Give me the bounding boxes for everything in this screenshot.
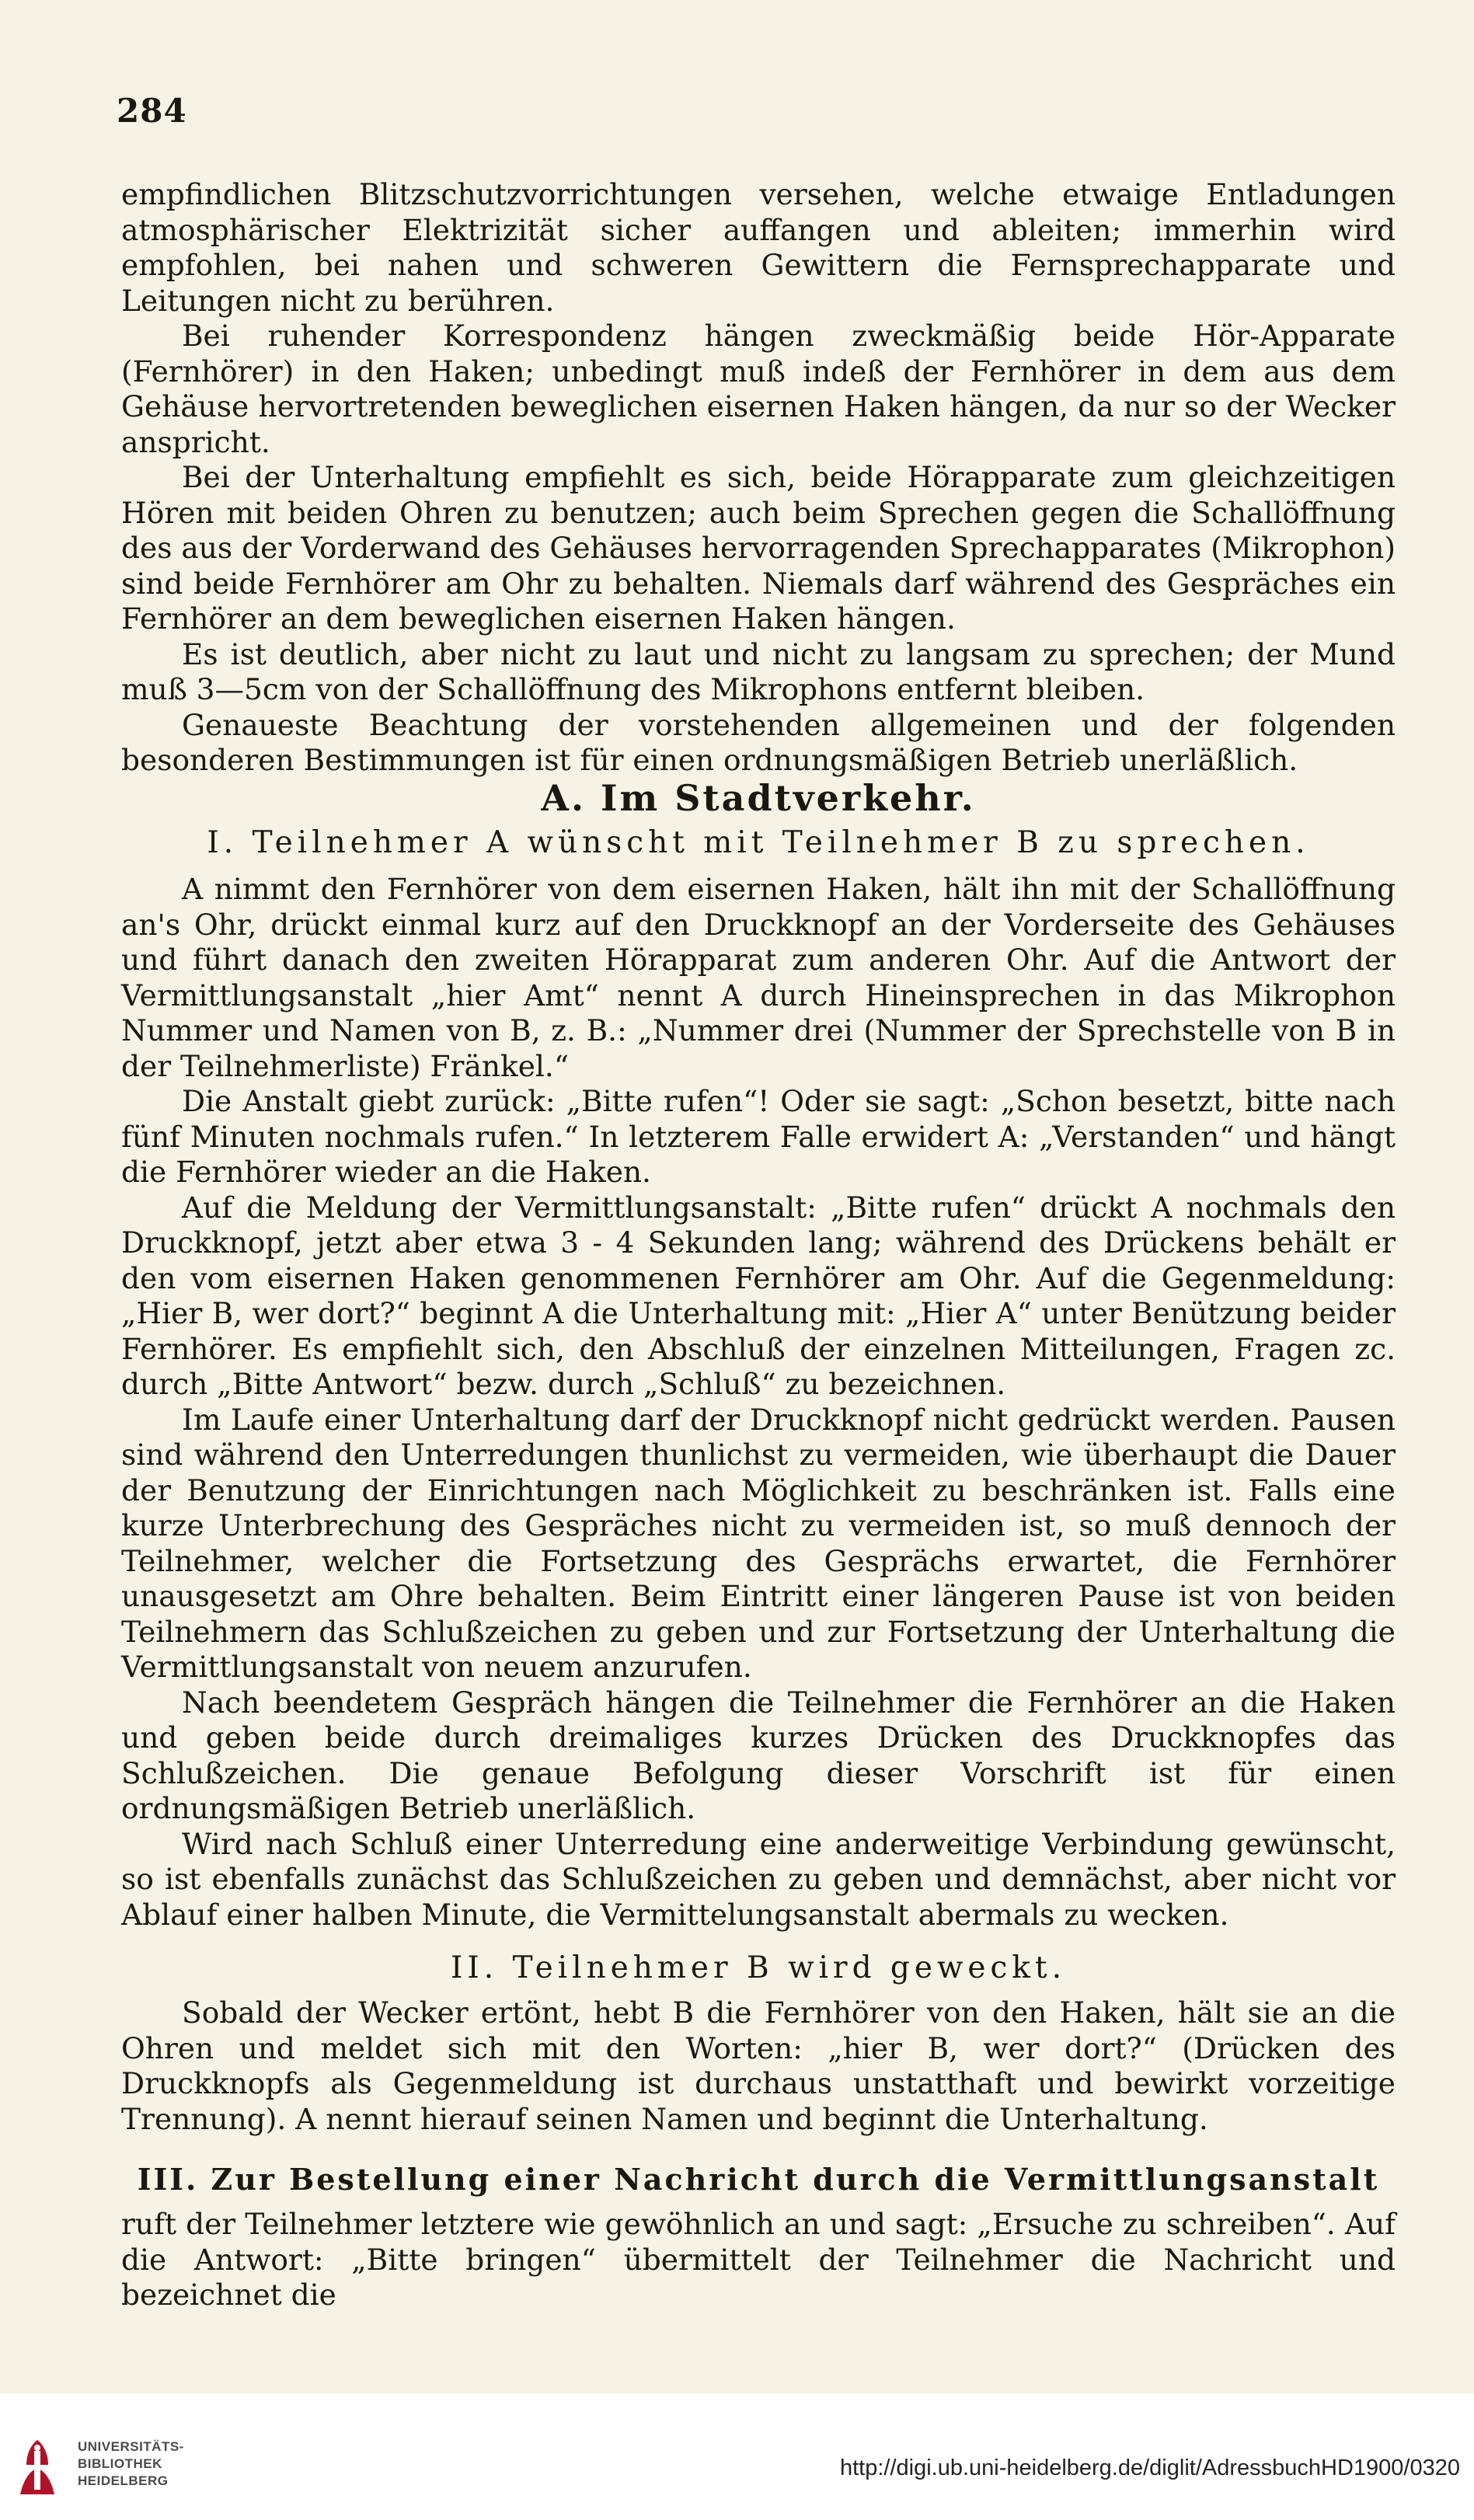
- section-1-paragraph-3: Auf die Meldung der Vermittlungsanstalt: „Bitte rufen“ drückt A nochmals den Druckknopf, jetzt aber etwa 3 - 4 Sekunden lang; während des Drückens behält er den vom eisernen Haken genommenen Fernhörer am Ohr. Auf die Gegenmeldung: „Hier B, wer dort?“ beginnt A die Unterhaltung mit: „Hier A“ unter Benützung beider Fernhörer. Es empfiehlt sich, den Abschluß der einzelnen Mitteilungen, Fragen zc. durch „Bitte Antwort“ bezw. durch „Schluß“ zu bezeichnen.: [121, 1190, 1396, 1401]
- source-url-link[interactable]: http://digi.ub.uni-heidelberg.de/diglit/AdressbuchHD1900/0320: [839, 2456, 1460, 2480]
- section-3-heading: III. Zur Bestellung einer Nachricht durch die Vermittlungsanstalt: [137, 2162, 1380, 2197]
- section-a-heading: A. Im Stadtverkehr.: [541, 777, 976, 819]
- library-name: [78, 2438, 184, 2490]
- footer-bar: [0, 2393, 1474, 2520]
- intro-text: [121, 177, 1396, 779]
- library-name-line-1: UNIVERSITÄTS-: [78, 2439, 184, 2454]
- library-name-line-3: HEIDELBERG: [78, 2473, 169, 2488]
- library-name-line-2: BIBLIOTHEK: [78, 2456, 162, 2471]
- section-1-text: [121, 872, 1396, 1933]
- section-1-paragraph-5: Nach beendetem Gespräch hängen die Teilnehmer die Fernhörer an die Haken und geben beide durch dreimaliges kurzes Drücken des Druckknopfes das Schlußzeichen. Die genaue Befolgung dieser Vorschrift ist für einen ordnungsmäßigen Betrieb unerläßlich.: [121, 1685, 1396, 1825]
- section-1-paragraph-1: A nimmt den Fernhörer von dem eisernen Haken, hält ihn mit der Schallöffnung an's Ohr, drückt einmal kurz auf den Druckknopf an der Vorderseite des Gehäuses und führt danach den zweiten Hörapparat zum anderen Ohr. Auf die Antwort der Vermittlungsanstalt „hier Amt“ nennt A durch Hineinsprechen in das Mikrophon Nummer und Namen von B, z. B.: „Nummer drei (Nummer der Sprechstelle von B in der Teilnehmerliste) Fränkel.“: [121, 872, 1396, 1083]
- intro-paragraph-1: empfindlichen Blitzschutzvorrichtungen versehen, welche etwaige Entladungen atmosphärischer Elektrizität sicher auffangen und ableiten; immerhin wird empfohlen, bei nahen und schweren Gewittern die Fernsprechapparate und Leitungen nicht zu berühren.: [121, 177, 1396, 318]
- page-number: 284: [117, 92, 187, 130]
- section-2-paragraph-1: Sobald der Wecker ertönt, hebt B die Fernhörer von den Haken, hält sie an die Ohren und meldet sich mit den Worten: „hier B, wer dort?“ (Drücken des Druckknopfs als Gegenmeldung ist durchaus unstatthaft und bewirkt vorzeitige Trennung). A nennt hierauf seinen Namen und beginnt die Unterhaltung.: [121, 1995, 1396, 2136]
- intro-paragraph-2: Bei ruhender Korrespondenz hängen zweckmäßig beide Hör-Apparate (Fernhörer) in den Haken; unbedingt muß indeß der Fernhörer in dem aus dem Gehäuse hervortretenden beweglichen eisernen Haken hängen, da nur so der Wecker anspricht.: [121, 319, 1396, 459]
- intro-paragraph-3: Bei der Unterhaltung empfiehlt es sich, beide Hörapparate zum gleichzeitigen Hören mit beiden Ohren zu benutzen; auch beim Sprechen gegen die Schallöffnung des aus der Vorderwand des Gehäuses hervorragenden Sprechapparates (Mikrophon) sind beide Fernhörer am Ohr zu behalten. Niemals darf während des Gespräches ein Fernhörer an dem beweglichen eisernen Haken hängen.: [121, 460, 1396, 636]
- section-3-paragraph-1: ruft der Teilnehmer letztere wie gewöhnlich an und sagt: „Ersuche zu schreiben“. Auf die Antwort: „Bitte bringen“ übermittelt der Teilnehmer die Nachricht und bezeichnet die: [121, 2207, 1396, 2312]
- intro-paragraph-4: Es ist deutlich, aber nicht zu laut und nicht zu langsam zu sprechen; der Mund muß 3—5cm von der Schallöffnung des Mikrophons entfernt bleiben.: [121, 636, 1396, 706]
- section-2-text: [121, 1995, 1396, 2137]
- section-1-paragraph-4: Im Laufe einer Unterhaltung darf der Druckknopf nicht gedrückt werden. Pausen sind während den Unterredungen thunlichst zu vermeiden, wie überhaupt die Dauer der Benutzung der Einrichtungen nach Möglichkeit zu beschränken ist. Falls eine kurze Unterbrechung des Gespräches nicht zu vermeiden ist, so muß dennoch der Teilnehmer, welcher die Fortsetzung des Gesprächs erwartet, die Fernhörer unausgesetzt am Ohre behalten. Beim Eintritt einer längeren Pause ist von beiden Teilnehmern das Schlußzeichen zu geben und zur Fortsetzung der Unterhaltung die Vermittlungsanstalt von neuem anzurufen.: [121, 1402, 1396, 1684]
- section-1-paragraph-2: Die Anstalt giebt zurück: „Bitte rufen“! Oder sie sagt: „Schon besetzt, bitte nach fünf Minuten nochmals rufen.“ In letzterem Falle erwidert A: „Verstanden“ und hängt die Fernhörer wieder an die Haken.: [121, 1084, 1396, 1189]
- university-seal-icon: [12, 2434, 62, 2502]
- section-2-heading: II. Teilnehmer B wird geweckt.: [450, 1950, 1066, 1985]
- section-1-paragraph-6: Wird nach Schluß einer Unterredung eine anderweitige Verbindung gewünscht, so ist ebenfalls zunächst das Schlußzeichen zu geben und demnächst, aber nicht vor Ablauf einer halben Minute, die Vermittelungsanstalt abermals zu wecken.: [121, 1826, 1396, 1932]
- section-1-heading: I. Teilnehmer A wünscht mit Teilnehmer B zu sprechen.: [207, 825, 1310, 860]
- intro-paragraph-5: Genaueste Beachtung der vorstehenden allgemeinen und der folgenden besonderen Bestimmungen ist für einen ordnungsmäßigen Betrieb unerläßlich.: [121, 707, 1396, 777]
- section-3-text: [121, 2207, 1396, 2313]
